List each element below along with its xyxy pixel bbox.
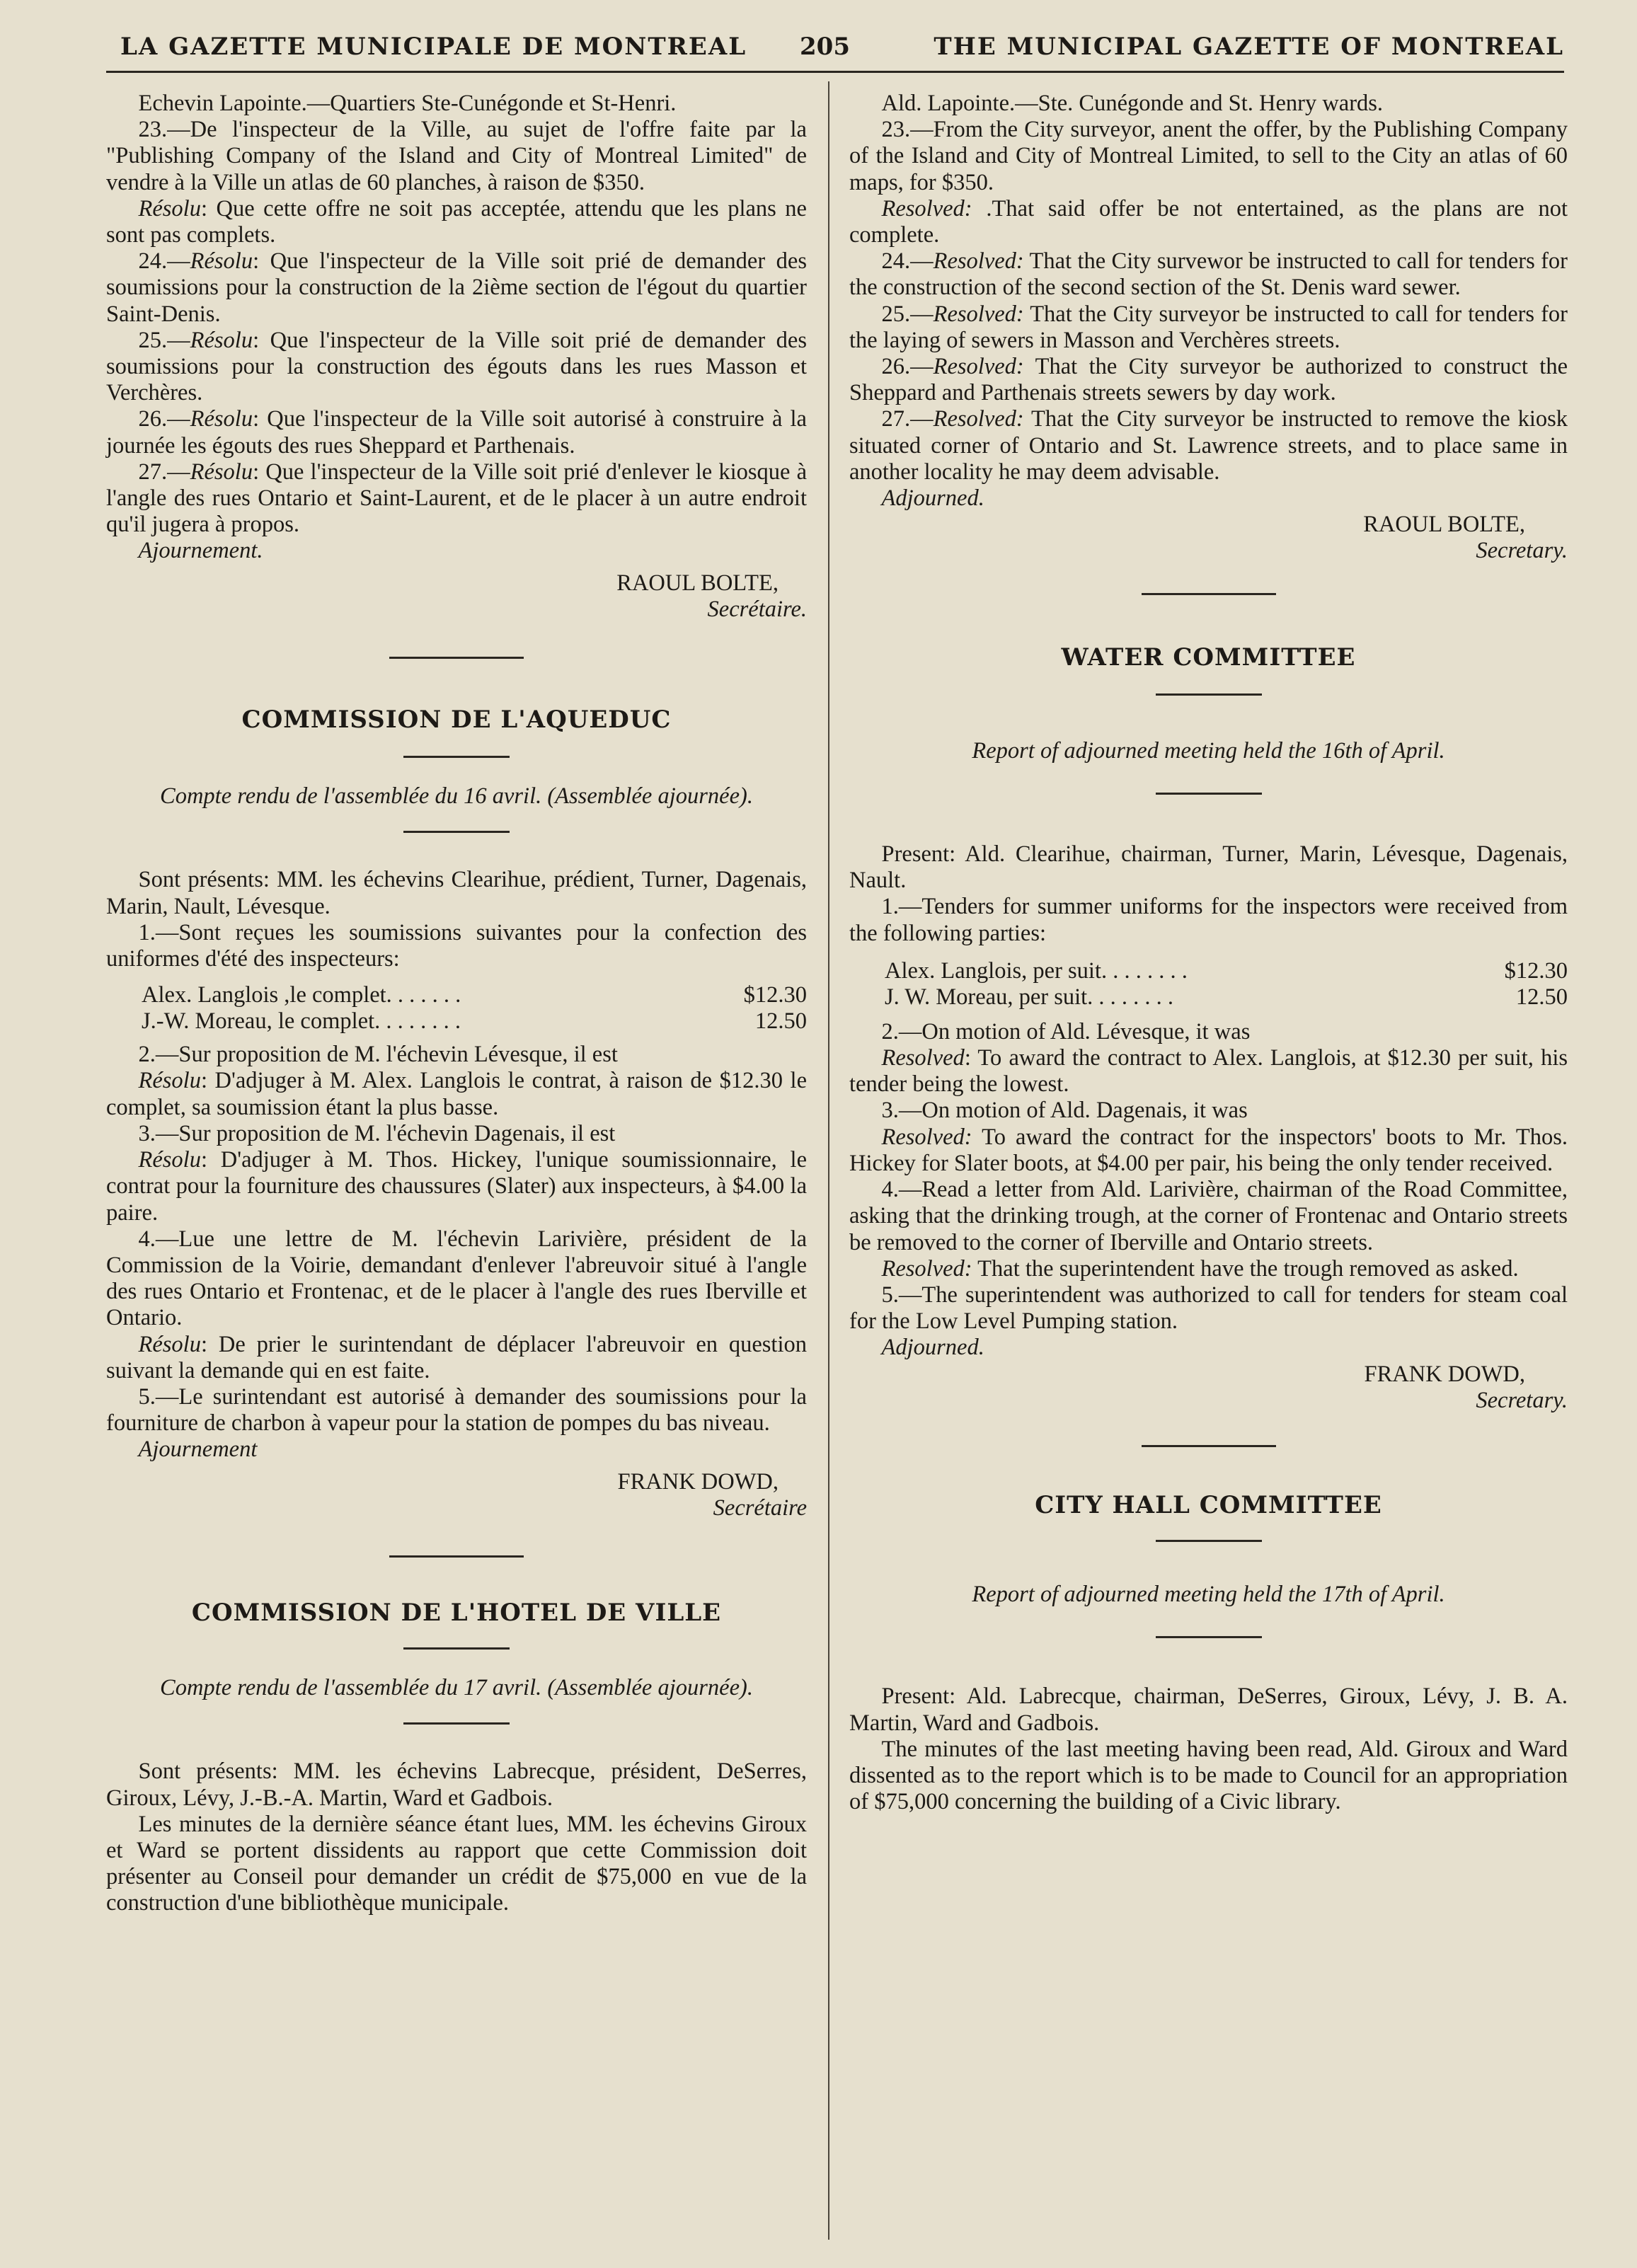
- paragraph: 4.—Lue une lettre de M. l'échevin Larivière, président de la Commission de la Voirie, demandant d'enlever l'abreuvoir situé à l'angle des rues Ontario et Frontenac, et de le placer à l'angle des rues Iberville et Ontario.: [106, 1226, 807, 1331]
- paragraph: [106, 1068, 807, 1120]
- resolution-text: : Que l'inspecteur de la Ville soit prié de demander des soumissions pour la construction des égouts dans les rues Masson et Verchères.: [106, 327, 807, 406]
- resolution-label: Resolved: [881, 1045, 965, 1071]
- paragraph: Present: Ald. Labrecque, chairman, DeSerres, Giroux, Lévy, J. B. A. Martin, Ward and Gadbois.: [849, 1683, 1568, 1736]
- column-divider: [828, 81, 829, 2240]
- resolution-label: Resolved:: [933, 354, 1024, 380]
- signature-title: Secrétaire.: [707, 596, 807, 622]
- resolution-label: Resolved:: [881, 1255, 972, 1282]
- paragraph: Echevin Lapointe.—Quartiers Ste-Cunégonde et St-Henri.: [138, 91, 677, 116]
- paragraph: [849, 354, 1568, 406]
- column-english: [849, 91, 1568, 1815]
- resolution-label: Resolved:: [933, 248, 1024, 275]
- signature-title: Secrétaire: [713, 1495, 807, 1521]
- tender-name: J. W. Moreau, per suit. . . . . . . .: [885, 984, 1174, 1010]
- page-number: 205: [800, 33, 850, 61]
- signature-name: FRANK DOWD,: [1364, 1361, 1525, 1387]
- item-number: 25.—: [881, 301, 934, 327]
- signature-name: RAOUL BOLTE,: [1363, 512, 1525, 538]
- resolution-label: Resolved:: [881, 195, 972, 221]
- paragraph: 4.—Read a letter from Ald. Larivière, chairman of the Road Committee, asking that the drinking trough, at the corner of Frontenac and Ontario streets be removed to the corner of Iberville and Ontario streets.: [849, 1177, 1568, 1255]
- paragraph: Les minutes de la dernière séance étant lues, MM. les échevins Giroux et Ward se portent dissidents au rapport que cette Commission doit présenter au Conseil pour demander un crédit de $75,000 en vue de la construction d'une bibliothèque municipale.: [106, 1811, 807, 1916]
- paragraph: [106, 1147, 807, 1226]
- resolution-label: Résolu: [190, 248, 253, 275]
- paragraph: [106, 406, 807, 459]
- table-row: [849, 958, 1568, 984]
- signature-title: Secretary.: [1476, 538, 1568, 564]
- paragraph: 2.—Sur proposition de M. l'échevin Lévesque, il est: [138, 1042, 618, 1068]
- resolution-text: That the superintendent have the trough removed as asked.: [972, 1255, 1519, 1282]
- resolution-text: That the City surveyor be authorized to construct the Sheppard and Parthenais streets sewers by day work.: [849, 354, 1568, 406]
- section-title: CITY HALL COMMITTEE: [1035, 1490, 1382, 1519]
- paragraph: 23.—De l'inspecteur de la Ville, au sujet de l'offre faite par la "Publishing Company of the Island and City of Montreal Limited" de vendre à la Ville un atlas de 60 planches, à raison de $350.: [106, 117, 807, 195]
- paragraph: The minutes of the last meeting having been read, Ald. Giroux and Ward dissented as to the report which is to be made to Council for an appropriation of $75,000 concerning the building of a Civic library.: [849, 1736, 1568, 1815]
- item-number: 24.—: [138, 248, 190, 275]
- resolution-text: That the City surveyor be instructed to call for tenders for the laying of sewers in Masson and Verchères streets.: [849, 301, 1568, 353]
- resolution-text: : D'adjuger à M. Thos. Hickey, l'unique soumissionnaire, le contrat pour la fourniture des chaussures (Slater) aux inspecteurs, à $4.00 la paire.: [106, 1147, 807, 1226]
- paragraph: [849, 196, 1568, 248]
- item-number: 26.—: [138, 406, 190, 432]
- item-number: 27.—: [138, 459, 190, 485]
- paragraph: Ald. Lapointe.—Ste. Cunégonde and St. Henry wards.: [881, 91, 1384, 116]
- page-header: [106, 24, 1564, 74]
- table-row: [106, 1008, 807, 1035]
- tender-name: Alex. Langlois, per suit. . . . . . . .: [885, 957, 1188, 984]
- adjournment: Ajournement.: [138, 538, 263, 564]
- paragraph: 5.—The superintendent was authorized to call for tenders for steam coal for the Low Level Pumping station.: [849, 1282, 1568, 1335]
- paragraph: [849, 301, 1568, 354]
- item-number: 24.—: [881, 248, 934, 275]
- section-title: WATER COMMITTEE: [1061, 643, 1356, 672]
- item-number: 25.—: [138, 327, 190, 353]
- tender-table: [106, 982, 807, 1035]
- resolution-text: : Que l'inspecteur de la Ville soit prié de demander des soumissions pour la construction de la 2ième section de l'égout du quartier Saint-Denis.: [106, 248, 807, 327]
- resolution-label: Résolu: [190, 327, 253, 353]
- tender-amount: $12.30: [1504, 957, 1568, 984]
- tender-amount: $12.30: [743, 982, 807, 1008]
- resolution-label: Résolu: [190, 406, 253, 432]
- resolution-label: Resolved:: [933, 406, 1024, 432]
- item-number: 27.—: [881, 406, 934, 432]
- signature-name: RAOUL BOLTE,: [616, 570, 779, 596]
- section-subtitle: Report of adjourned meeting held the 16th of April.: [972, 737, 1445, 764]
- paragraph: [106, 328, 807, 407]
- paragraph: 1.—Sont reçues les soumissions suivantes pour la confection des uniformes d'été des inspecteurs:: [106, 919, 807, 972]
- resolution-text: That the City surveyor be instructed to remove the kiosk situated corner of Ontario and St. Lawrence streets, and to place same in another locality he may deem advisable.: [849, 406, 1568, 485]
- paragraph: [106, 248, 807, 328]
- tender-amount: 12.50: [1515, 984, 1568, 1010]
- resolution-text: .That said offer be not entertained, as the plans are not complete.: [849, 195, 1568, 248]
- paragraph: 3.—On motion of Ald. Dagenais, it was: [881, 1098, 1248, 1124]
- resolution-text: : Que l'inspecteur de la Ville soit prié d'enlever le kiosque à l'angle des rues Ontario et Saint-Laurent, et de le placer à un autre endroit qu'il jugera à propos.: [106, 459, 807, 538]
- paragraph: 2.—On motion of Ald. Lévesque, it was: [881, 1018, 1251, 1044]
- tender-name: J.-W. Moreau, le complet. . . . . . . .: [142, 1008, 461, 1035]
- paragraph: 1.—Tenders for summer uniforms for the inspectors were received from the following parties:: [849, 894, 1568, 946]
- adjournment: Adjourned.: [881, 1335, 984, 1361]
- section-title: COMMISSION DE L'HOTEL DE VILLE: [191, 1598, 722, 1627]
- tender-amount: 12.50: [754, 1008, 807, 1035]
- resolution-text: : Que l'inspecteur de la Ville soit autorisé à construire à la journée les égouts des rues Sheppard et Parthenais.: [106, 406, 807, 459]
- section-subtitle: Compte rendu de l'assemblée du 16 avril. (Assemblée ajournée).: [160, 783, 753, 810]
- section-subtitle: Compte rendu de l'assemblée du 17 avril. (Assemblée ajournée).: [160, 1675, 753, 1701]
- resolution-label: Résolu: [138, 1068, 201, 1094]
- paragraph: [849, 1256, 1568, 1282]
- paragraph: 3.—Sur proposition de M. l'échevin Dagenais, il est: [138, 1120, 616, 1146]
- resolution-label: Résolu: [138, 195, 201, 221]
- paragraph: [849, 1124, 1568, 1177]
- resolution-label: Résolu: [138, 1331, 201, 1357]
- adjournment: Ajournement: [138, 1437, 258, 1463]
- resolution-text: That the City survewor be instructed to call for tenders for the construction of the second section of the St. Denis ward sewer.: [849, 248, 1568, 301]
- tender-name: Alex. Langlois ,le complet. . . . . . .: [142, 982, 461, 1008]
- signature-title: Secretary.: [1476, 1387, 1568, 1413]
- resolution-label: Résolu: [138, 1147, 201, 1173]
- adjournment: Adjourned.: [881, 485, 984, 512]
- header-title-fr: LA GAZETTE MUNICIPALE DE MONTREAL: [120, 33, 747, 61]
- table-row: [849, 984, 1568, 1011]
- resolution-label: Resolved:: [881, 1124, 972, 1150]
- paragraph: [849, 1045, 1568, 1098]
- resolution-text: : Que cette offre ne soit pas acceptée, attendu que les plans ne sont pas complets.: [106, 195, 807, 248]
- section-subtitle: Report of adjourned meeting held the 17th of April.: [972, 1582, 1445, 1608]
- item-number: 26.—: [881, 354, 934, 380]
- paragraph: Sont présents: MM. les échevins Clearihue, prédient, Turner, Dagenais, Marin, Nault, Lévesque.: [106, 867, 807, 919]
- column-french: [106, 91, 807, 1917]
- table-row: [106, 982, 807, 1008]
- paragraph: [106, 1332, 807, 1384]
- paragraph: 5.—Le surintendant est autorisé à demander des soumissions pour la fourniture de charbon à vapeur pour la station de pompes du bas niveau.: [106, 1383, 807, 1437]
- section-title: COMMISSION DE L'AQUEDUC: [241, 706, 672, 735]
- resolution-label: Résolu: [190, 459, 253, 485]
- resolution-text: : To award the contract to Alex. Langlois, at $12.30 per suit, his tender being the lowest.: [849, 1045, 1568, 1098]
- signature-name: FRANK DOWD,: [617, 1468, 779, 1495]
- header-title-en: THE MUNICIPAL GAZETTE OF MONTREAL: [934, 33, 1564, 61]
- tender-table: [849, 958, 1568, 1011]
- resolution-text: : D'adjuger à M. Alex. Langlois le contrat, à raison de $12.30 le complet, sa soumission étant la plus basse.: [106, 1068, 807, 1120]
- resolution-text: To award the contract for the inspectors' boots to Mr. Thos. Hickey for Slater boots, at $4.00 per pair, his being the only tender received.: [849, 1124, 1568, 1176]
- paragraph: Present: Ald. Clearihue, chairman, Turner, Marin, Lévesque, Dagenais, Nault.: [849, 841, 1568, 894]
- resolution-text: : De prier le surintendant de déplacer l'abreuvoir en question suivant la demande qui en est faite.: [106, 1331, 807, 1383]
- resolution-label: Resolved:: [933, 301, 1024, 327]
- paragraph: [106, 196, 807, 248]
- header-rule: [106, 71, 1564, 73]
- paragraph: 23.—From the City surveyor, anent the offer, by the Publishing Company of the Island and City of Montreal Limited, to sell to the City an atlas of 60 maps, for $350.: [849, 117, 1568, 195]
- paragraph: Sont présents: MM. les échevins Labrecque, président, DeSerres, Giroux, Lévy, J.-B.-A. Martin, Ward et Gadbois.: [106, 1758, 807, 1811]
- paragraph: [106, 459, 807, 539]
- paragraph: [849, 248, 1568, 301]
- paragraph: [849, 406, 1568, 485]
